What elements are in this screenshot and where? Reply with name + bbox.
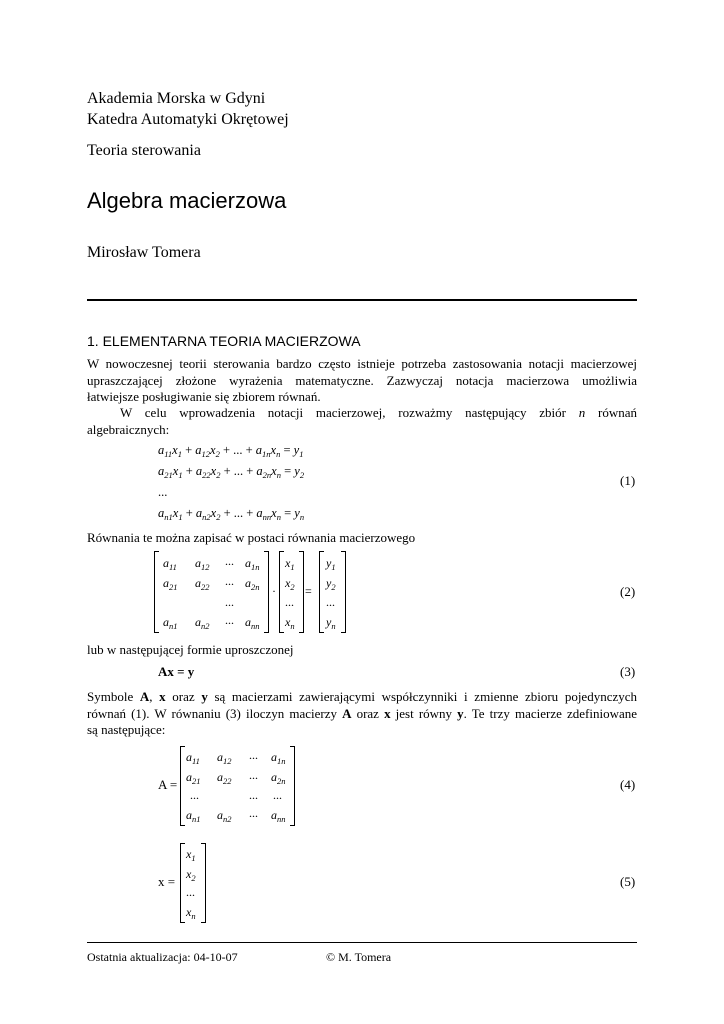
matrix-cell: $a_{n1}$ xyxy=(163,615,178,631)
matrix-A xyxy=(180,746,300,826)
equation-3: Ax = y xyxy=(158,664,195,679)
paragraph-equations-intro xyxy=(87,405,637,438)
vector-cell: ... xyxy=(326,595,335,609)
matrix-cell: $a_{2n}$ xyxy=(245,576,260,592)
vector-x-label: x = xyxy=(158,874,176,889)
matrix-cell: $a_{2n}$ xyxy=(271,770,286,786)
matrix-cell: ... xyxy=(273,788,282,802)
matrix-cell: ... xyxy=(249,806,258,820)
last-updated: Ostatnia aktualizacja: 04-10-07 xyxy=(87,950,238,964)
matrix-cell: $a_{nn}$ xyxy=(271,808,286,824)
matrix-cell: $a_{21}$ xyxy=(163,576,178,592)
paragraph-line: łatwiejsze posługiwanie się zbiorem równań. xyxy=(87,389,321,404)
paragraph-line: są następujące: xyxy=(87,722,166,737)
equals-sign: = xyxy=(305,584,312,598)
symbol-y: y xyxy=(457,705,464,721)
symbol-A: A xyxy=(139,689,150,704)
equation-row-1: $a_{11}x_1 + a_{12}x_2$ + ... + $a_{1n}x_n = y_1$ xyxy=(158,443,304,459)
text-run: Symbole xyxy=(87,689,134,704)
bracket-left xyxy=(319,551,324,633)
bracket-left xyxy=(180,843,185,923)
matrix-cell: ... xyxy=(249,748,258,762)
equation-row-n: $a_{n1}x_1 + a_{n2}x_2$ + ... + $a_{nn}x_n = y_n$ xyxy=(158,506,305,522)
matrix-equation-2 xyxy=(154,551,384,633)
equation-number-5: (5) xyxy=(620,874,636,889)
text-run: oraz xyxy=(356,705,379,721)
matrix-cell: ... xyxy=(249,788,258,802)
symbol-x: x xyxy=(159,689,166,704)
document-title: Algebra macierzowa xyxy=(87,188,287,213)
matrix-cell: ... xyxy=(225,574,234,588)
author-name: Mirosław Tomera xyxy=(87,244,201,261)
matrix-cell: $a_{22}$ xyxy=(217,770,232,786)
paragraph-line xyxy=(87,405,637,422)
paragraph-line: algebraicznych: xyxy=(87,421,170,437)
footer-rule xyxy=(87,942,637,943)
matrix-cell: $a_{n2}$ xyxy=(195,615,210,631)
matrix-cell: $a_{1n}$ xyxy=(271,750,286,766)
department-name: Katedra Automatyki Okrętowej xyxy=(87,111,289,128)
section-heading: 1. ELEMENTARNA TEORIA MACIERZOWA xyxy=(87,333,361,349)
institution-name: Akademia Morska w Gdyni xyxy=(87,90,266,107)
equation-number-3: (3) xyxy=(620,664,636,679)
paragraph-line: Równania te można zapisać w postaci równania macierzowego xyxy=(87,530,416,545)
matrix-cell: $a_{11}$ xyxy=(186,750,200,766)
equation-number-2: (2) xyxy=(620,584,636,599)
matrix-cell: $a_{11}$ xyxy=(163,556,177,572)
equation-number-4: (4) xyxy=(620,777,636,792)
matrix-cell: ... xyxy=(249,768,258,782)
equation-ellipsis: ... xyxy=(158,485,168,499)
matrix-cell: $a_{n2}$ xyxy=(217,808,232,824)
matrix-cell: $a_{12}$ xyxy=(195,556,210,572)
paragraph-intro xyxy=(87,356,637,406)
matrix-cell: $a_{12}$ xyxy=(217,750,232,766)
matrix-cell: $a_{22}$ xyxy=(195,576,210,592)
symbol-x: x xyxy=(384,705,391,721)
bracket-left xyxy=(279,551,284,633)
vector-cell: $x_n$ xyxy=(186,905,196,921)
symbol-y: y xyxy=(201,689,208,704)
variable-n: n xyxy=(578,405,586,420)
bracket-right xyxy=(290,746,295,826)
text-run: W celu wprowadzenia notacji macierzowej, rozważmy następujący zbiór xyxy=(120,405,566,420)
vector-cell: $y_1$ xyxy=(326,556,336,572)
matrix-cell: ... xyxy=(225,613,234,627)
vector-cell: $x_1$ xyxy=(186,847,196,863)
paragraph-matrix-form xyxy=(87,530,637,547)
vector-cell: $x_1$ xyxy=(285,556,295,572)
text-run: . Te trzy macierze zdefiniowane xyxy=(463,705,638,721)
vector-cell: ... xyxy=(285,595,294,609)
text-run: oraz xyxy=(172,689,195,704)
paragraph-simplified-form xyxy=(87,642,637,659)
bracket-right xyxy=(341,551,346,633)
vector-cell: ... xyxy=(186,885,195,899)
paragraph-line: lub w następującej formie uproszczonej xyxy=(87,642,294,657)
equation-number-1: (1) xyxy=(620,473,636,488)
matrix-cell: $a_{nn}$ xyxy=(245,615,260,631)
symbol-A: A xyxy=(342,705,352,721)
vector-cell: $x_2$ xyxy=(186,867,196,883)
matrix-cell: ... xyxy=(225,554,234,568)
bracket-left xyxy=(154,551,159,633)
paragraph-line xyxy=(87,689,637,706)
vector-cell: $x_n$ xyxy=(285,615,295,631)
text-run: równań (1). W równaniu (3) iloczyn macierzy xyxy=(87,705,337,721)
paragraph-line xyxy=(87,706,637,723)
matrix-cell: ... xyxy=(225,595,234,609)
vector-x xyxy=(180,843,210,923)
vector-cell: $y_n$ xyxy=(326,615,336,631)
course-name: Teoria sterowania xyxy=(87,142,201,159)
paragraph-line: W nowoczesnej teorii sterowania bardzo często istnieje potrzeba zastosowania notacji macierzowej xyxy=(87,356,637,371)
vector-cell: $y_2$ xyxy=(326,576,336,592)
matrix-cell: $a_{21}$ xyxy=(186,770,201,786)
matrix-A-label: A = xyxy=(158,777,178,792)
text-run: są macierzami zawierającymi współczynniki i zmienne zbioru pojedynczych xyxy=(214,689,638,704)
header-rule xyxy=(87,299,637,301)
matrix-cell: $a_{n1}$ xyxy=(186,808,201,824)
bracket-right xyxy=(264,551,269,633)
text-run: równań xyxy=(598,405,638,420)
bracket-right xyxy=(299,551,304,633)
text-run: , xyxy=(149,689,153,704)
matrix-cell: ... xyxy=(190,788,199,802)
paragraph-symbols xyxy=(87,689,637,739)
matrix-cell: $a_{1n}$ xyxy=(245,556,260,572)
text-run: jest równy xyxy=(395,705,453,721)
copyright: © M. Tomera xyxy=(326,950,392,964)
bracket-right xyxy=(201,843,206,923)
bracket-left xyxy=(180,746,185,826)
vector-cell: $x_2$ xyxy=(285,576,295,592)
equation-row-2: $a_{21}x_1 + a_{22}x_2$ + ... + $a_{2n}x_n = y_2$ xyxy=(158,464,305,480)
multiply-dot: · xyxy=(272,584,276,598)
paragraph-line: upraszczającej złożone wyrażenia matematyczne. Zazwyczaj notacja macierzowa umożliwia xyxy=(87,372,637,388)
